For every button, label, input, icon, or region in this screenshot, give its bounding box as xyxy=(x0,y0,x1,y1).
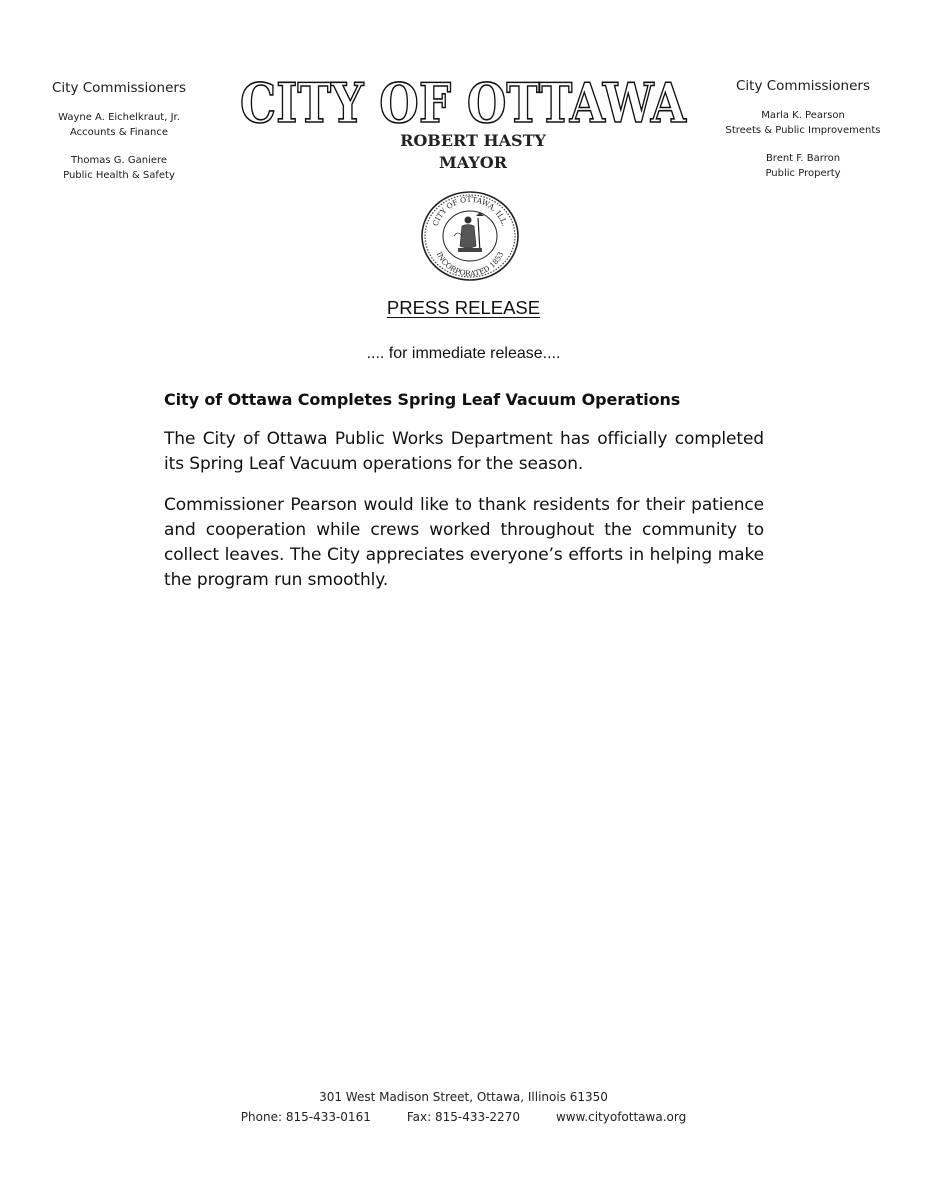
commissioner-name: Thomas G. Ganiere xyxy=(70,155,168,166)
release-timing: .... for immediate release.... xyxy=(366,345,561,362)
article-body xyxy=(164,390,764,609)
city-masthead-logo xyxy=(236,71,690,135)
commissioner-role: Public Health & Safety xyxy=(63,170,175,181)
svg-text:INCORPORATED 1853: INCORPORATED 1853 xyxy=(434,250,506,279)
right-commissioners-column xyxy=(705,78,901,194)
article-paragraph: The City of Ottawa Public Works Department has officially completed its Spring Leaf Vacuum operations for the season. xyxy=(164,429,764,474)
commissioner-entry xyxy=(40,110,198,140)
press-release-label: PRESS RELEASE xyxy=(386,297,541,318)
mayor-title: MAYOR xyxy=(439,153,507,172)
commissioner-entry xyxy=(40,153,198,183)
footer-website-link[interactable]: www.cityofottawa.org xyxy=(555,1110,687,1124)
left-commissioners-column xyxy=(40,80,198,196)
page-footer xyxy=(0,1087,927,1127)
commissioner-role: Public Property xyxy=(765,168,841,179)
mayor-name: ROBERT HASTY xyxy=(400,131,546,150)
right-commissioners-heading: City Commissioners xyxy=(735,78,870,94)
article-paragraph: Commissioner Pearson would like to thank residents for their patience and cooperation while crews worked throughout the community to collect leaves. The City appreciates everyone’s efforts in helping make the program run smoothly. xyxy=(164,495,764,590)
svg-text:CITY OF OTTAWA, ILL.: CITY OF OTTAWA, ILL. xyxy=(430,194,510,228)
svg-text:CITY OF OTTAWA: CITY OF OTTAWA xyxy=(240,71,687,135)
commissioner-name: Marla K. Pearson xyxy=(761,110,845,121)
commissioner-name: Brent F. Barron xyxy=(765,153,841,164)
footer-contact-line xyxy=(0,1107,927,1127)
mayor-block xyxy=(330,130,616,174)
city-seal-icon xyxy=(418,190,522,282)
footer-phone: Phone: 815-433-0161 xyxy=(240,1110,371,1124)
commissioner-name: Wayne A. Eichelkraut, Jr. xyxy=(58,112,180,123)
footer-address: 301 West Madison Street, Ottawa, Illinois 61350 xyxy=(319,1090,608,1104)
commissioner-role: Accounts & Finance xyxy=(70,127,168,138)
commissioner-entry xyxy=(705,151,901,181)
commissioner-entry xyxy=(705,108,901,138)
footer-fax: Fax: 815-433-2270 xyxy=(406,1110,520,1124)
commissioner-role: Streets & Public Improvements xyxy=(725,125,881,136)
article-headline: City of Ottawa Completes Spring Leaf Vacuum Operations xyxy=(164,390,681,409)
left-commissioners-heading: City Commissioners xyxy=(51,80,186,96)
